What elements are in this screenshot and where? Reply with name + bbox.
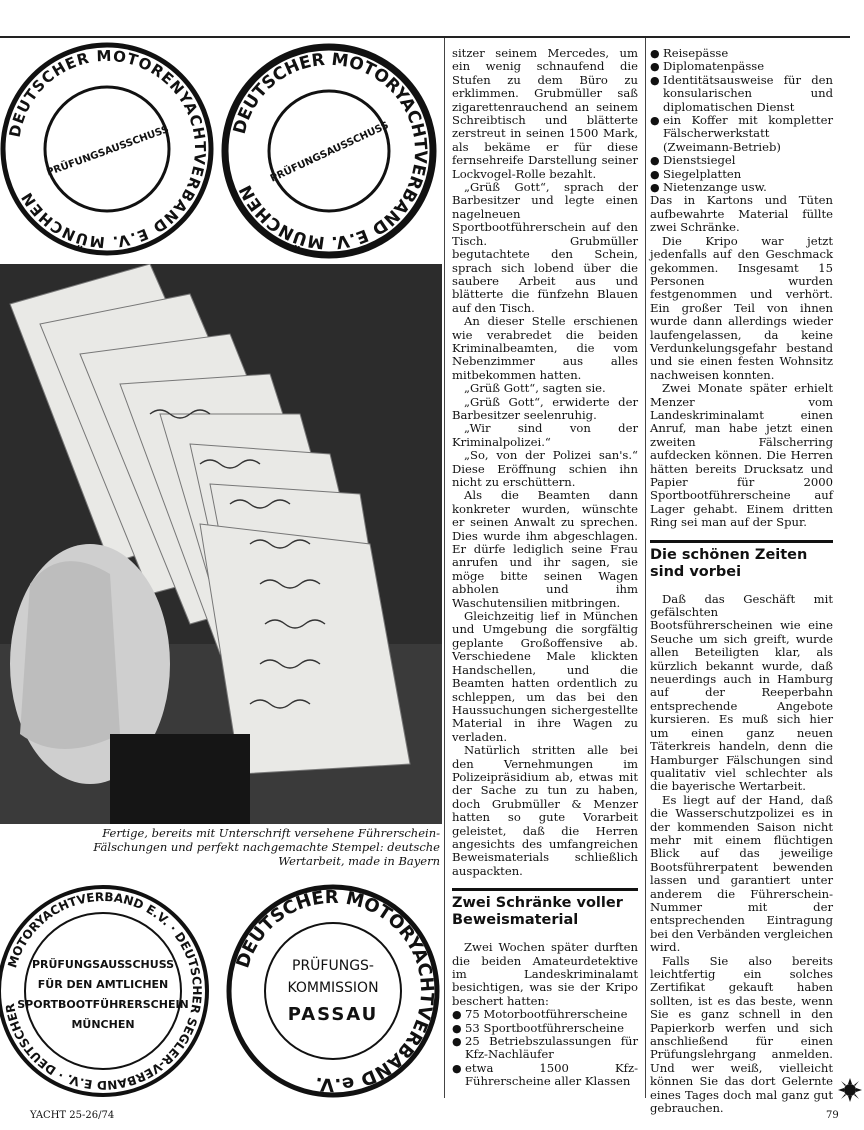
section-heading: Die schönen Zeiten sind vorbei	[650, 540, 833, 587]
list-item: ● Dienstsiegel	[650, 154, 833, 167]
paragraph: „Wir sind von der Kriminalpolizei.“	[452, 421, 638, 449]
paragraph: Falls Sie also bereits leichtfertig ein solches Zertifikat gekauft haben sollten, ist es das beste, wenn Sie es ganz schnell in den Papierkorb werfen und sich anschließend für einen Prüfungslehrgang anmelden. Und wer weiß, vielleicht können Sie das dort Gelernte eines Tages doch mal ganz gut gebrauchen.	[650, 953, 833, 1116]
stamp-line-2: KOMMISSION	[287, 980, 379, 996]
stamp-top-right	[218, 40, 440, 266]
paragraph: Natürlich stritten alle bei den Vernehmungen im Polizeipräsidium ab, etwas mit der Sache zu tun zu haben, doch Grubmüller & Menzer hatten so gute Vorarbeit geleistet, daß die Herren angesichts des umfangreichen Beweismaterials schließlich auspackten.	[452, 743, 638, 878]
paragraph: Zwei Monate später erhielt Menzer vom Landeskriminalamt einen Anruf, man habe jetzt einen zweiten Fälscherring aufdecken können. Die Herren hätten bereits Drucksatz und Papier für 2000 Sportbootführerscheine auf Lager gehabt. Einem dritten Ring sei man auf der Spur.	[650, 381, 833, 530]
middle-column	[452, 47, 638, 1089]
stamp-inner-text: PRÜFUNGSAUSSCHUSS	[268, 120, 391, 185]
paragraph: Zwei Wochen später durften die beiden Amateurdetektive im Landeskriminalamt besichtigen, was sie der Kripo beschert hatten:	[452, 940, 638, 1008]
forged-licences-photo	[0, 264, 442, 824]
stamp-ring-text: DEUTSCHER MOTORYACHTVERBAND E.V. MÜNCHEN	[229, 49, 431, 253]
stamp-inner-text: PRÜFUNGSAUSSCHUSS	[45, 124, 171, 179]
paragraph: Die Kripo war jetzt jedenfalls auf den Geschmack gekommen. Insgesamt 15 Personen wurden festgenommen und verhört. Ein großer Teil von ihnen wurde dann allerdings wieder laufengelassen, da keine Verdunkelungsgefahr bestand und sie einen festen Wohnsitz nachweisen konnten.	[650, 233, 833, 382]
stamp-bottom-left	[0, 880, 214, 1106]
column-divider-left	[444, 38, 445, 1098]
paragraph: „So, von der Polizei san's.“ Diese Eröffnung schien ihn nicht zu erschüttern.	[452, 448, 638, 489]
stamp-ring-text: DEUTSCHER MOTORENYACHTVERBAND E.V. MÜNCHEN	[5, 46, 210, 252]
page-number: 79	[826, 1110, 839, 1121]
list-item: ● etwa 1500 Kfz-Führerscheine aller Klassen	[452, 1062, 638, 1089]
paragraph: Das in Kartons und Tüten aufbewahrte Material füllte zwei Schränke.	[650, 193, 833, 235]
stamp-ring-text: MOTORYACHTVERBAND E.V. · DEUTSCHER SEGLER-VERBAND E.V. · DEUTSCHER	[2, 889, 205, 1093]
list-item: ● 53 Sportbootführerscheine	[452, 1022, 638, 1035]
stamp-bottom-right	[222, 880, 444, 1106]
list-item: ● Reisepässe	[650, 47, 833, 60]
photo-caption: Fertige, bereits mit Unterschrift versehene Führerschein-Fälschungen und perfekt nachgemachte Stempel: deutsche Wertarbeit, made in Bayern	[93, 826, 440, 868]
paragraph: „Grüß Gott“, sagten sie.	[464, 381, 606, 396]
paragraph: Daß das Geschäft mit gefälschten Bootsführerscheinen wie eine Seuche um sich greift, wurde allen Beteiligten klar, als kürzlich bekannt wurde, daß neuerdings auch in Hamburg auf der Reeperbahn entsprechende Angebote kursieren. Es muß sich hier um einen ganz neuen Täterkreis handeln, denn die Hamburger Fälschungen sind qualitativ viel schlechter als die bayerische Wertarbeit.	[650, 591, 833, 794]
stamp-line-1: PRÜFUNGS-	[292, 958, 374, 974]
list-item: ● ein Koffer mit kompletter Fälscherwerkstatt (Zweimann-Betrieb)	[650, 114, 833, 154]
paragraph: „Grüß Gott“, erwiderte der Barbesitzer seelenruhig.	[452, 394, 638, 422]
seized-items-list-cont	[650, 47, 833, 194]
paragraph: An dieser Stelle erschienen wie verabredet die beiden Kriminalbeamten, die vom Nebenzimmer aus alles mitbekommen hatten.	[452, 314, 638, 382]
paragraph: „Grüß Gott“, sprach der Barbesitzer und legte einen nagelneuen Sportbootführerschein auf den Tisch. Grubmüller begutachtete den Schein, sprach sich lobend über die saubere Arbeit aus und blätterte die fünfzehn Blauen auf den Tisch.	[452, 180, 638, 315]
list-item: ● Diplomatenpässe	[650, 60, 833, 73]
paragraph: Es liegt auf der Hand, daß die Wasserschutzpolizei es in der kommenden Saison nicht mehr mit einem flüchtigen Blick auf das jeweilige Bootsführerpatent bewenden lassen und garantiert unter anderem die Führerschein-Nummer mit der entsprechenden Eintragung bei den Verbänden vergleichen wird.	[650, 792, 833, 955]
paragraph: Gleichzeitig lief in München und Umgebung die sorgfältig geplante Großoffensive ab. Verschiedene Male klickten Handschellen, und die Beamten hatten ordentlich zu schleppen, um das bei den Haussuchungen sichergestellte Material in ihre Wagen zu verladen.	[452, 609, 638, 744]
stamp-top-left	[0, 38, 218, 264]
list-item: ● 25 Betriebszulassungen für Kfz-Nachläufer	[452, 1035, 638, 1062]
stamp-ring-text: DEUTSCHER MOTORYACHTVERBAND e.V.	[232, 886, 438, 1096]
paragraph: Als die Beamten dann konkreter wurden, wünschte er seinen Anwalt zu sprechen. Dies wurde ihm abgeschlagen. Er dürfe lediglich seine Frau anrufen und ihr sagen, sie möge bitte seinen Wagen abholen und ihm Waschutensilien mitbringen.	[452, 488, 638, 610]
stamp-line-1: PRÜFUNGSAUSSCHUSS	[31, 958, 175, 971]
decorative-sunburst-icon	[838, 1078, 862, 1106]
list-item: ● Nietenzange usw.	[650, 181, 833, 194]
stamp-line-2: FÜR DEN AMTLICHEN	[37, 978, 169, 991]
stamp-line-3: PASSAU	[287, 1004, 379, 1025]
list-item: ● Siegelplatten	[650, 168, 833, 181]
column-divider-right	[645, 38, 646, 1098]
stamp-line-3: SPORTBOOTFÜHRERSCHEIN	[17, 998, 189, 1011]
section-heading: Zwei Schränke voller Beweismaterial	[452, 888, 638, 935]
footer-issue: YACHT 25-26/74	[30, 1110, 115, 1121]
list-item: ● 75 Motorbootführerscheine	[452, 1008, 638, 1021]
stamp-line-4: MÜNCHEN	[71, 1018, 135, 1031]
list-item: ● Identitätsausweise für den konsularischen und diplomatischen Dienst	[650, 74, 833, 114]
seized-items-list	[452, 1008, 638, 1088]
paragraph: sitzer seinem Mercedes, um ein wenig schnaufend die Stufen zu dem Büro zu erklimmen. Grubmüller saß zigarettenrauchend an seinem Schreibtisch und blätterte zerstreut in seinen 1500 Mark, als bekäme er für diese fernsehreife Darstellung seiner Lockvogel-Rolle bezahlt.	[452, 46, 638, 181]
right-column	[650, 47, 833, 1115]
